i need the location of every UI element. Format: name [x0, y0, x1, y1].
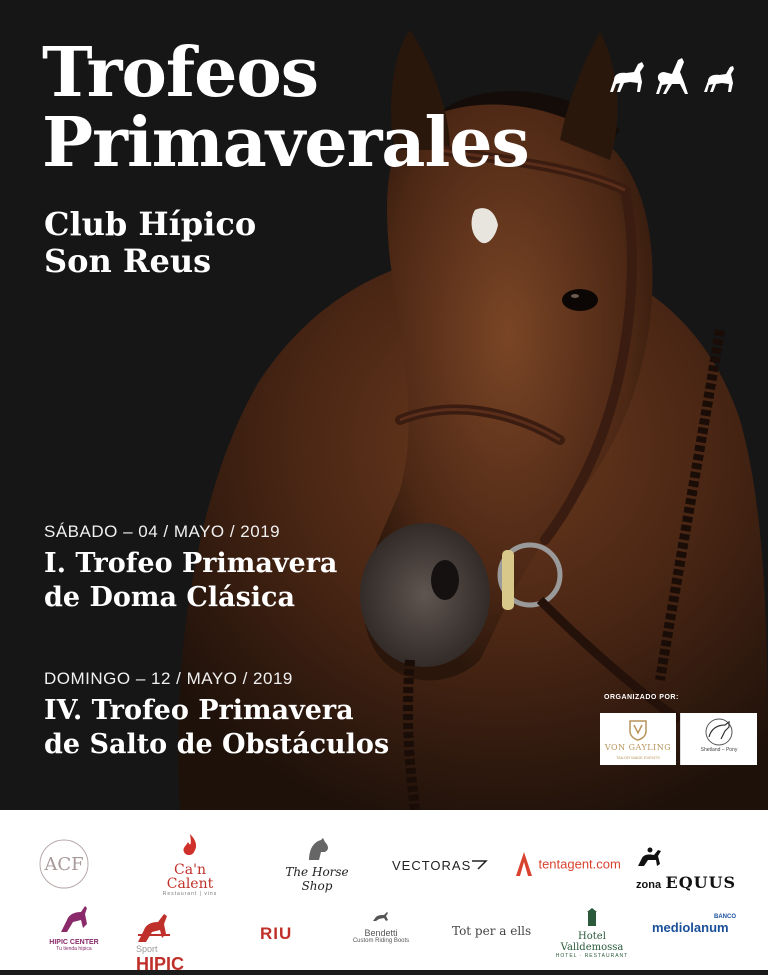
event-2-date: DOMINGO – 12 / MAYO / 2019 [44, 669, 293, 688]
event-1-title-line-2: de Doma Clásica [44, 582, 295, 613]
title-line-1: Trofeos [42, 33, 318, 113]
tentagent-name: tentagent.com [538, 856, 621, 872]
bendetti-tag: Custom Riding Boots [352, 938, 410, 944]
subtitle-line-1: Club Hípico [44, 205, 257, 243]
horse-logo-icon [606, 52, 740, 98]
event-1-date: SÁBADO – 04 / MAYO / 2019 [44, 522, 281, 541]
sponsors-bar [0, 810, 768, 974]
hotel-valldemossa-tag: HOTEL · RESTAURANT [555, 953, 629, 959]
mediolanum-name: mediolanum [652, 920, 729, 935]
event-2-title-line-2: de Salto de Obstáculos [44, 729, 390, 760]
tot-per-a-ells-logo: Tot per a ells [452, 924, 532, 938]
org2-name: Shetland – Pony [700, 747, 738, 753]
can-calent-logo [150, 832, 230, 897]
sport-hipic-logo [136, 910, 220, 975]
can-calent-name: Ca'n Calent [166, 862, 214, 892]
horse-icon [371, 911, 391, 923]
subtitle-line-2: Son Reus [44, 242, 212, 280]
bendetti-name: Bendetti [364, 928, 398, 938]
hotel-valldemossa-logo [546, 908, 638, 959]
zona-text: zona [636, 879, 662, 891]
horse-shop-name: The Horse Shop [285, 865, 349, 893]
event-1-title-line-1: I. Trofeo Primavera [44, 548, 338, 579]
equus-text: EQUUS [665, 873, 737, 892]
can-calent-tag: Restaurant | vins [162, 891, 218, 897]
riu-logo: RIU [260, 924, 293, 943]
org1-tagline: TAILOR MADE EVENTS [616, 755, 660, 760]
arrow-icon [472, 860, 488, 870]
poster-title [42, 33, 529, 183]
shetland-pony-logo [680, 713, 757, 765]
hotel-valldemossa-name: Hotel Valldemossa [560, 931, 624, 953]
poster-subtitle [44, 206, 256, 280]
pony-icon [695, 717, 743, 747]
hipic-center-name: HIPIC CENTER [49, 939, 99, 946]
title-line-2: Primaverales [42, 103, 529, 183]
organizers-label: ORGANIZADO POR: [604, 694, 679, 701]
flame-icon [178, 832, 202, 858]
sport-text: Sport [136, 944, 158, 954]
tower-icon [585, 908, 599, 926]
event-1 [44, 522, 337, 615]
tent-icon [514, 850, 534, 878]
org1-name: VON GAYLING [604, 743, 672, 752]
hipic-text: HIPIC [136, 954, 185, 974]
von-gayling-logo [600, 713, 676, 765]
rider-icon [636, 846, 664, 868]
jumping-horse-icon [59, 904, 89, 934]
vectoras-logo: VECTORAS [392, 858, 472, 873]
svg-text:ACF: ACF [44, 854, 84, 875]
hipic-center-tag: Tu tienda hípica [56, 946, 92, 952]
shield-icon [628, 719, 648, 741]
horse-head-icon [303, 838, 331, 860]
acf-monogram-icon [36, 836, 92, 892]
mediolanum-logo [652, 914, 744, 935]
event-2-title-line-1: IV. Trofeo Primavera [44, 695, 354, 726]
zona-equus-logo [636, 846, 748, 893]
event-2 [44, 669, 389, 762]
show-jumper-icon [136, 910, 172, 944]
tentagent-logo [514, 850, 624, 878]
bendetti-logo [344, 910, 418, 944]
hipic-center-logo [36, 904, 112, 952]
banco-text: BANCO [714, 914, 736, 920]
horse-shop-logo [272, 838, 362, 893]
